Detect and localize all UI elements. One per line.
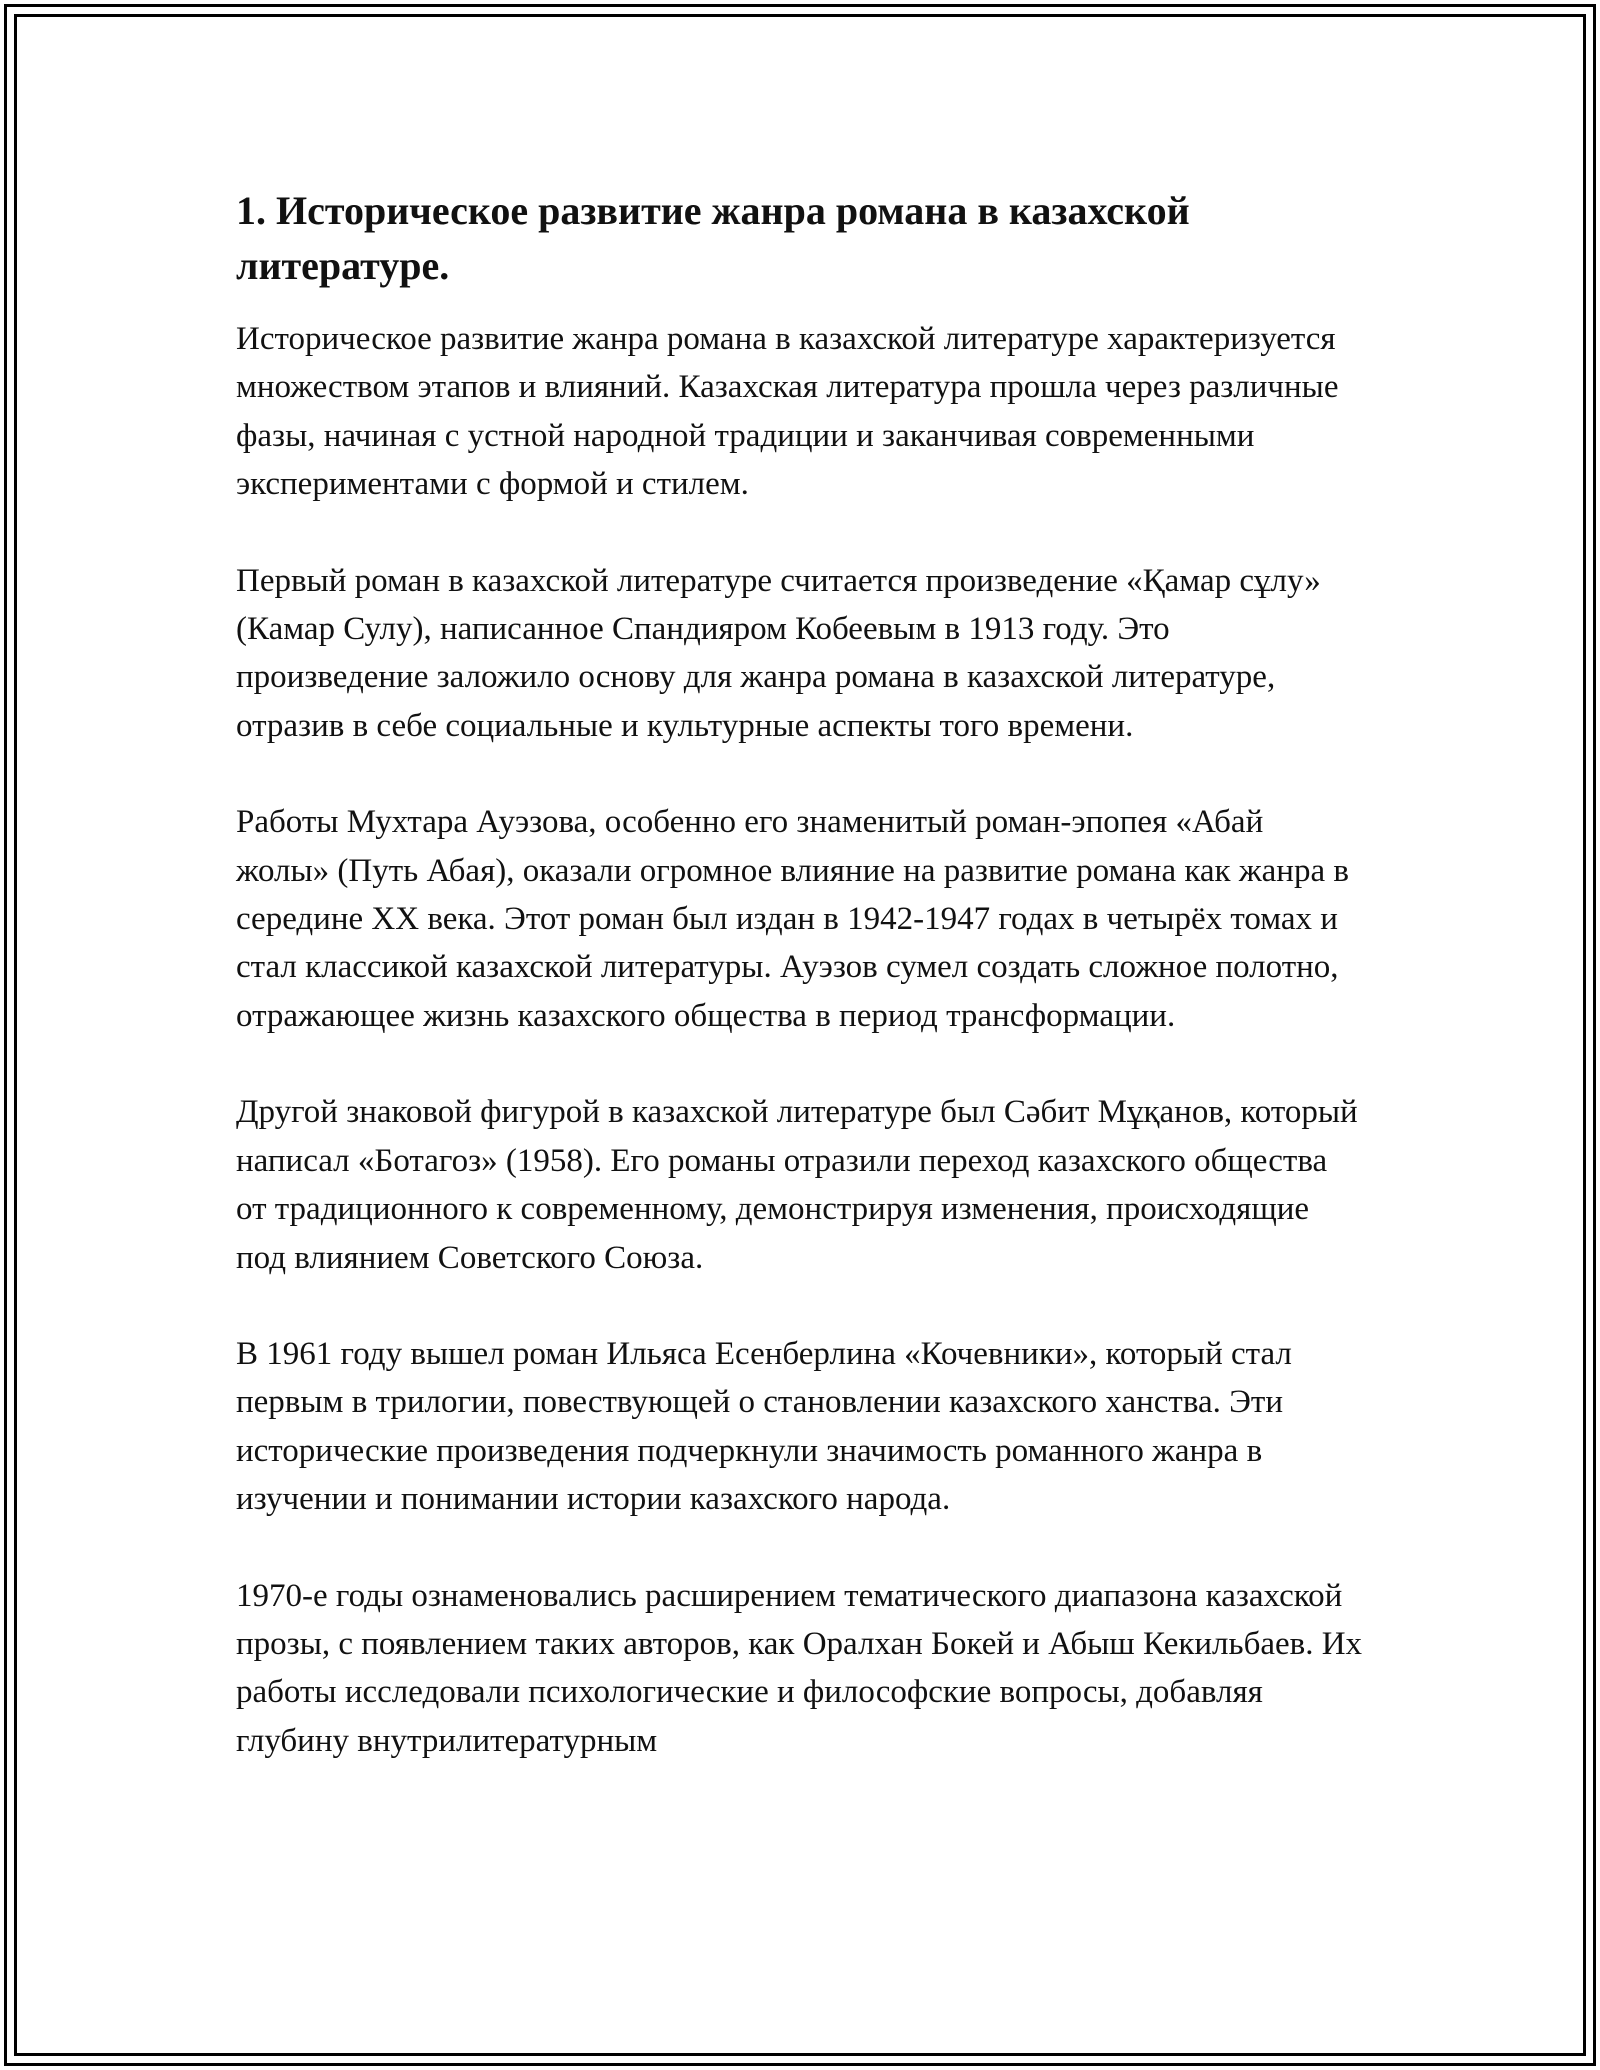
paragraph: Другой знаковой фигурой в казахской литературе был Сәбит Мұқанов, который написал «Ботагоз» (1958). Его романы отразили переход казахского общества от традиционного к современному, демонстрируя изменения, происходящие под влиянием Советского Союза. bbox=[236, 1094, 1358, 1276]
paragraph: В 1961 году вышел роман Ильяса Есенберлина «Кочевники», который стал первым в трилогии, повествующей о становлении казахского ханства. Эти исторические произведения подчеркнули значимость романного жанра в изучении и понимании истории казахского народа. bbox=[236, 1335, 1292, 1518]
paragraph: Первый роман в казахской литературе считается произведение «Қамар сұлу» (Камар Сулу), написанное Спандияром Кобеевым в 1913 году. Это произведение заложило основу для жанра романа в казахской литературе, отразив в себе социальные и культурные аспекты того времени. bbox=[236, 562, 1321, 744]
paragraph: 1970-е годы ознаменовались расширением тематического диапазона казахской прозы, с появлением таких авторов, как Оралхан Бокей и Абыш Кекильбаев. Их работы исследовали психологические и философские вопросы, добавляя глубину внутрилитературным bbox=[236, 1577, 1363, 1759]
section-heading: 1. Историческое развитие жанра романа в казахской литературе. bbox=[236, 188, 1190, 288]
document-body bbox=[236, 183, 1364, 1765]
paragraph: Работы Мухтара Ауэзова, особенно его знаменитый роман-эпопея «Абай жолы» (Путь Абая), оказали огромное влияние на развитие романа как жанра в середине XX века. Этот роман был издан в 1942-1947 годах в четырёх томах и стал классикой казахской литературы. Ауэзов сумел создать сложное полотно, отражающее жизнь казахского общества в период трансформации. bbox=[236, 804, 1349, 1034]
paragraph: Историческое развитие жанра романа в казахской литературе характеризуется множеством этапов и влияний. Казахская литература прошла через различные фазы, начиная с устной народной традиции и заканчивая современными экспериментами с формой и стилем. bbox=[236, 321, 1339, 503]
